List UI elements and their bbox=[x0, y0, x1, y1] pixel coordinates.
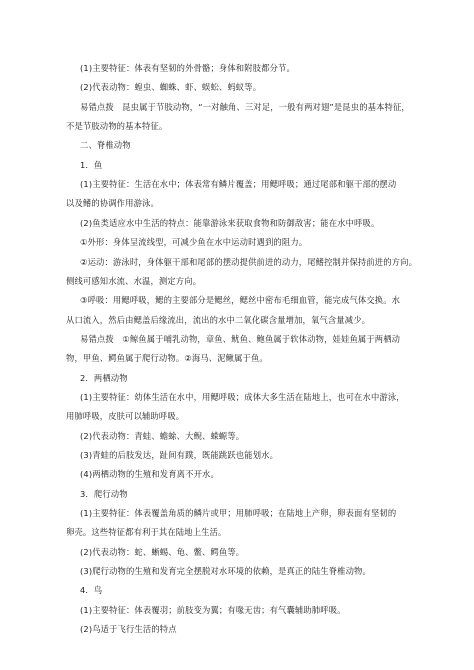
text-line: (1)主要特征：生活在水中；体表常有鳞片覆盖；用鳃呼吸；通过尾部和躯干部的摆动 bbox=[80, 179, 397, 189]
text-line: 易错点拨 ①鲸鱼属于哺乳动物，章鱼、鱿鱼、鲍鱼属于软体动物，娃娃鱼属于两栖动 bbox=[80, 334, 401, 344]
text-line: (1)主要特征：体表覆羽；前肢变为翼；有喙无齿；有气囊辅助肺呼吸。 bbox=[80, 605, 346, 615]
text-line: 从口流入，然后由鳃盖后缘流出，流出的水中二氧化碳含量增加，氧气含量减少。 bbox=[66, 315, 371, 325]
subsection-heading: 3．爬行动物 bbox=[80, 489, 128, 499]
text-line: (2)鱼类适应水中生活的特点：能靠游泳来获取食物和防御敌害；能在水中呼吸。 bbox=[80, 218, 380, 228]
text-line: (4)两栖动物的生殖和发育离不开水。 bbox=[80, 469, 219, 479]
text-line: (1)主要特征：体表覆盖角质的鳞片或甲；用肺呼吸；在陆地上产卵，卵表面有坚韧的 bbox=[80, 508, 397, 518]
text-line: (2)代表动物：蛇、蜥蜴、龟、鳖、鳄鱼等。 bbox=[80, 547, 245, 557]
text-line: ①外形：身体呈流线型，可减少鱼在水中运动时遇到的阻力。 bbox=[80, 237, 308, 247]
section-heading: 二、脊椎动物 bbox=[80, 140, 131, 150]
text-line: ②运动：游泳时，身体躯干部和尾部的摆动提供前进的动力，尾鳍控制并保持前进的方向。 bbox=[80, 257, 418, 267]
text-line: (1)主要特征：体表有坚韧的外骨骼；身体和附肢都分节。 bbox=[80, 63, 295, 73]
text-line: 物，甲鱼、鳄鱼属于爬行动物。②海马、泥鳅属于鱼。 bbox=[66, 353, 268, 363]
subsection-heading: 1．鱼 bbox=[80, 160, 103, 170]
text-line: 用肺呼吸，皮肤可以辅助呼吸。 bbox=[66, 411, 185, 421]
text-line: (1)主要特征：幼体生活在水中，用鳃呼吸；成体大多生活在陆地上，也可在水中游泳， bbox=[80, 392, 405, 402]
text-line: 易错点拨 昆虫属于节肢动物，“一对触角、三对足，一般有两对翅”是昆虫的基本特征， bbox=[80, 102, 410, 112]
text-line: ③呼吸：用鳃呼吸，鳃的主要部分是鳃丝，鳃丝中密布毛细血管，能完成气体交换。水 bbox=[80, 295, 401, 305]
text-line: (2)鸟适于飞行生活的特点 bbox=[80, 624, 177, 634]
text-line: (3)青蛙的后肢发达，趾间有蹼，既能跳跃也能划水。 bbox=[80, 450, 279, 460]
text-line: (3)爬行动物的生殖和发育完全摆脱对水环境的依赖，是真正的陆生脊椎动物。 bbox=[80, 566, 371, 576]
text-line: (2)代表动物：青蛙、蟾蜍、大鲵、蝾螈等。 bbox=[80, 431, 245, 441]
text-line: 以及鳍的协调作用游泳。 bbox=[66, 198, 159, 208]
text-line: (2)代表动物：蝗虫、蜘蛛、虾、蜈蚣、蚂蚁等。 bbox=[80, 82, 262, 92]
text-line: 侧线可感知水流、水温，测定方向。 bbox=[66, 276, 202, 286]
text-line: 4．鸟 bbox=[80, 585, 103, 595]
subsection-heading: 2．两栖动物 bbox=[80, 373, 128, 383]
text-line: 卵壳。这些特征都有利于其在陆地上生活。 bbox=[66, 527, 227, 537]
text-line: 不是节肢动物的基本特征。 bbox=[66, 121, 168, 131]
